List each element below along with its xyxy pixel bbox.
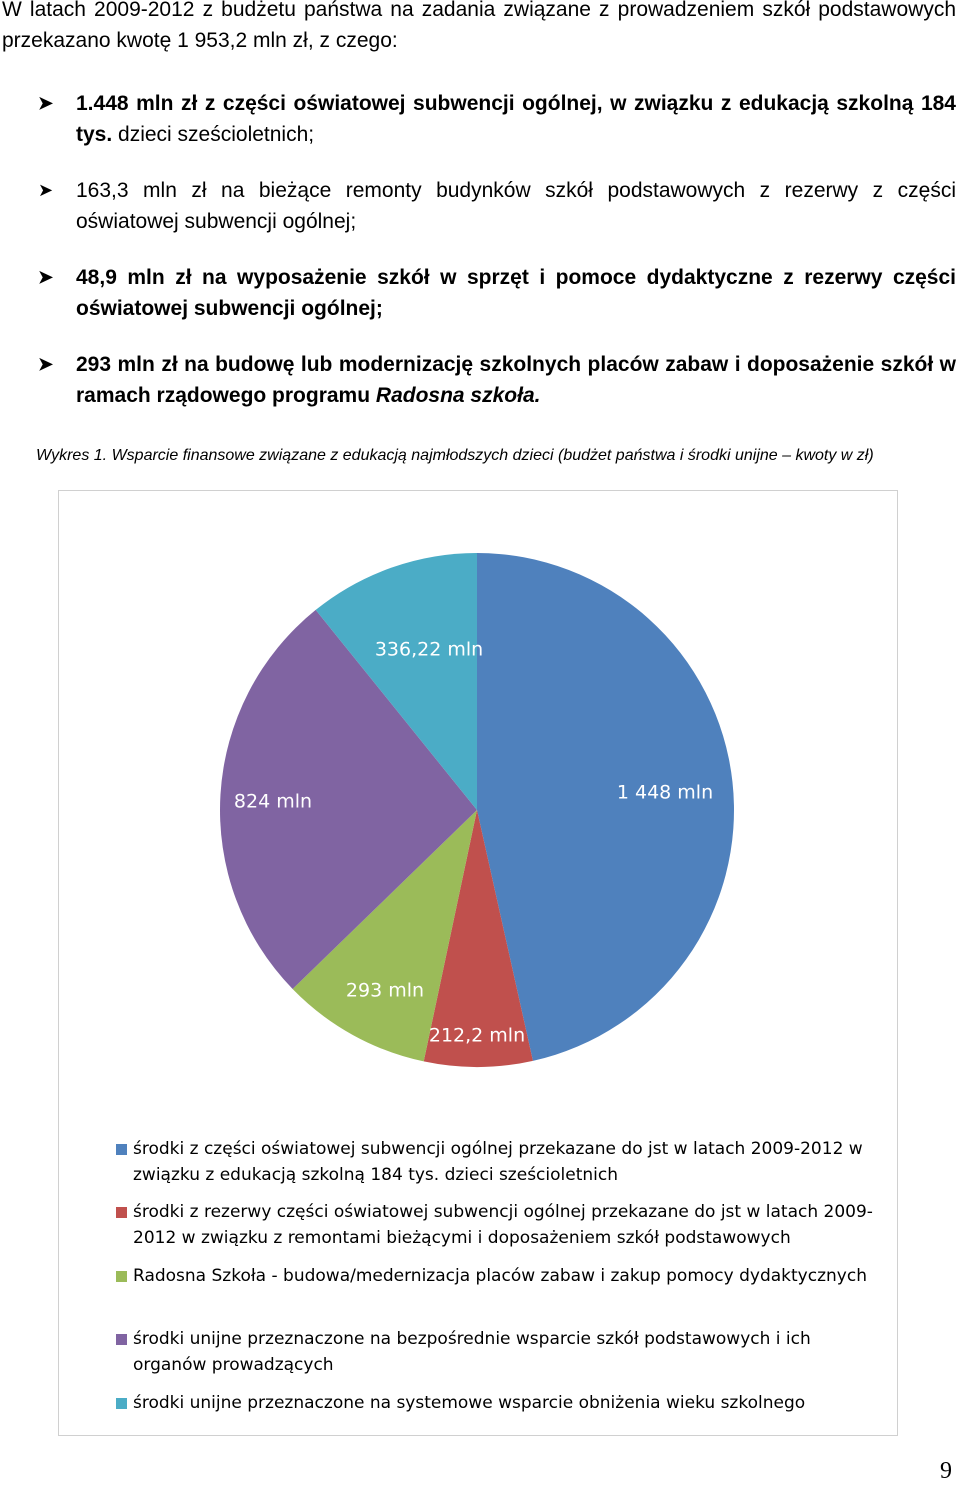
bullet-text-bold: 1.448 mln zł z części oświatowej subwencji ogólnej, w związku z edukacją szkolną 184 tys. (76, 92, 956, 146)
legend-swatch (116, 1271, 127, 1282)
legend-swatch (116, 1144, 127, 1155)
arrow-bullet-icon: ➤ (38, 93, 54, 113)
arrow-bullet-icon: ➤ (38, 354, 54, 374)
slice-value-label: 824 mln (233, 790, 313, 813)
intro-paragraph: W latach 2009-2012 z budżetu państwa na zadania związane z prowadzeniem szkół podstawowych przekazano kwotę 1 953,2 mln zł, z czego: (2, 0, 956, 52)
chart-caption: Wykres 1. Wsparcie finansowe związane z edukacją najmłodszych dzieci (budżet państwa i środki unijne – kwoty w zł) (36, 447, 874, 464)
arrow-bullet-icon: ➤ (38, 180, 54, 200)
legend-label: środki unijne przeznaczone na bezpośrednie wsparcie szkół podstawowych i ich organów prowadzących (133, 1329, 811, 1375)
program-name: Radosna szkoła. (375, 384, 541, 407)
slice-value-label: 336,22 mln (374, 638, 484, 661)
legend-item (116, 1390, 873, 1416)
legend-label: środki unijne przeznaczone na systemowe wsparcie obniżenia wieku szkolnego (133, 1393, 806, 1413)
slice-value-label: 212,2 mln (428, 1024, 526, 1047)
legend-swatch (116, 1207, 127, 1218)
legend-label: środki z rezerwy części oświatowej subwencji ogólnej przekazane do jst w latach 2009-2012 w związku z remontami bieżącymi i doposażeniem szkół podstawowych (133, 1202, 873, 1248)
legend-item (116, 1326, 873, 1378)
slice-value-label: 293 mln (345, 979, 425, 1002)
arrow-bullet-icon: ➤ (38, 267, 54, 287)
legend-label: środki z części oświatowej subwencji ogólnej przekazane do jst w latach 2009-2012 w związku z edukacją szkolną 184 tys. dzieci sześcioletnich (133, 1139, 863, 1185)
bullet-text: 293 mln zł na budowę lub modernizację szkolnych placów zabaw i doposażenie szkół w ramach rządowego programu (76, 353, 956, 407)
page-number: 9 (940, 1458, 952, 1484)
legend-item (116, 1199, 873, 1251)
bullet-text: 48,9 mln zł na wyposażenie szkół w sprzęt i pomoce dydaktyczne z rezerwy części oświatowej subwencji ogólnej; (76, 266, 956, 320)
legend-item (116, 1263, 873, 1289)
legend-swatch (116, 1334, 127, 1345)
bullet-text-rest: dzieci sześcioletnich; (112, 123, 315, 146)
legend-swatch (116, 1398, 127, 1409)
legend-label: Radosna Szkoła - budowa/medernizacja placów zabaw i zakup pomocy dydaktycznych (133, 1266, 867, 1286)
slice-value-label: 1 448 mln (616, 781, 714, 804)
legend-item (116, 1136, 873, 1188)
bullet-text: 163,3 mln zł na bieżące remonty budynków szkół podstawowych z rezerwy z części oświatowej subwencji ogólnej; (76, 179, 956, 233)
